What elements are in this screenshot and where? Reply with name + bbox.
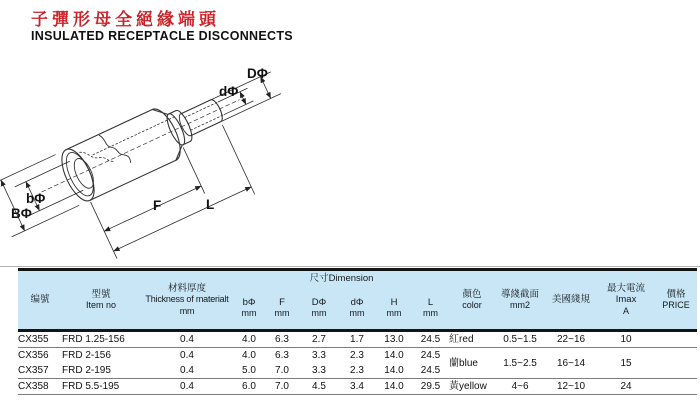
cell-imax: 24: [597, 379, 655, 395]
hidden-inner-contour: [80, 140, 115, 173]
dimension-label-b: bΦ: [26, 191, 46, 206]
cell-price: [655, 331, 697, 348]
col-header-price: 價格 PRICE: [655, 270, 697, 331]
col-header-F: F mm: [264, 287, 300, 331]
cell-item: FRD 2-156: [62, 350, 111, 361]
inner-metal-contour: [99, 128, 131, 170]
cell-awg-merged: 16~14: [545, 348, 597, 379]
spec-table: [18, 268, 697, 395]
cell-imax: 10: [597, 331, 655, 348]
cell-wire: 4~6: [495, 379, 545, 395]
cell-L: 24.5: [420, 350, 441, 361]
cell-d: 2.3: [338, 363, 376, 379]
cell-thickness: 0.4: [140, 363, 234, 379]
cell-b: 4.0: [234, 331, 264, 348]
col-header-color: 顏色 color: [449, 270, 495, 331]
cell-wire: 0.5~1.5: [495, 331, 545, 348]
dimension-label-F: F: [153, 198, 162, 213]
barrel-top-edge: [181, 100, 211, 114]
terminal-drawing: [0, 52, 340, 270]
cell-H: 14.0: [376, 379, 412, 395]
cell-thickness: 0.4: [140, 331, 234, 348]
cell-item: FRD 2-195: [62, 363, 140, 379]
cell-H: 14.0: [376, 363, 412, 379]
col-header-d: dΦ mm: [338, 287, 376, 331]
sleeve-top-edge: [66, 109, 152, 149]
cell-thickness: 0.4: [180, 350, 194, 361]
cell-item: FRD 5.5-195: [62, 379, 140, 395]
cell-color-merged: 蘭blue: [449, 348, 495, 379]
cell-color: 黃yellow: [449, 379, 495, 395]
col-header-b: bΦ mm: [234, 287, 264, 331]
col-header-dimension-group: 尺寸Dimension: [234, 270, 449, 288]
col-header-awg: 美國綫規: [545, 270, 597, 331]
cell-L: 24.5: [412, 363, 449, 379]
col-header-wire-section: 導綫截面 mm2: [495, 270, 545, 331]
cell-awg: 22~16: [545, 331, 597, 348]
cell-d: 2.3: [350, 350, 364, 361]
cell-awg: 12~10: [545, 379, 597, 395]
cell-H: 13.0: [376, 331, 412, 348]
center-line: [42, 100, 240, 192]
dim-d-arrow: [240, 92, 246, 105]
cell-L: 24.5: [412, 331, 449, 348]
col-header-item: 型號 Item no: [62, 270, 140, 331]
sleeve-bottom-edge: [90, 160, 176, 200]
cell-H: 14.0: [384, 350, 404, 361]
cell-item: FRD 1.25-156: [62, 331, 140, 348]
dimension-label-d: dΦ: [219, 84, 239, 99]
cell-D: 3.3: [300, 363, 338, 379]
cell-D: 3.3: [312, 350, 326, 361]
cell-F: 6.3: [275, 350, 289, 361]
cell-price: [655, 379, 697, 395]
col-header-imax: 最大電流Imax A: [597, 270, 655, 331]
product-diagram: [0, 52, 340, 270]
col-header-L: L mm: [412, 287, 449, 331]
page-title: 子彈形母全絕緣端頭: [31, 10, 220, 30]
cell-wire-merged: 1.5~2.5: [495, 348, 545, 379]
cell-code: CX355: [18, 331, 62, 348]
dim-L-arrow: [113, 187, 251, 251]
cell-color: 紅red: [449, 331, 495, 348]
cell-code: CX358: [18, 379, 62, 395]
cell-d: 1.7: [338, 331, 376, 348]
cell-b: 5.0: [234, 363, 264, 379]
table-row: [18, 331, 697, 348]
page-subtitle: INSULATED RECEPTACLE DISCONNECTS: [31, 29, 293, 43]
dimension-label-D: DΦ: [247, 66, 268, 81]
table-row: [18, 379, 697, 395]
horizontal-rule: [0, 266, 700, 267]
cell-price-merged: [655, 348, 697, 379]
col-header-D: DΦ mm: [300, 287, 338, 331]
cell-F: 7.0: [264, 379, 300, 395]
sleeve-mouth-outer: [55, 145, 100, 206]
cell-code: CX357: [18, 363, 62, 379]
cell-F: 6.3: [264, 331, 300, 348]
col-header-H: H mm: [376, 287, 412, 331]
dimension-label-B: BΦ: [11, 206, 32, 221]
dimension-label-L: L: [206, 197, 215, 212]
barrel-bottom-edge: [191, 122, 221, 136]
cell-thickness: 0.4: [140, 379, 234, 395]
cell-code: CX356: [18, 350, 49, 361]
cell-b: 4.0: [242, 350, 256, 361]
col-header-code: 编號: [18, 270, 62, 331]
cell-D: 2.7: [300, 331, 338, 348]
cell-b: 6.0: [234, 379, 264, 395]
cell-imax-merged: 15: [597, 348, 655, 379]
barrel-end: [211, 98, 225, 122]
col-header-thickness: 材料厚度 Thickness of materialt mm: [140, 270, 234, 331]
cell-L: 29.5: [412, 379, 449, 395]
cell-d: 3.4: [338, 379, 376, 395]
cell-F: 7.0: [264, 363, 300, 379]
table-row: [18, 348, 697, 364]
cell-D: 4.5: [300, 379, 338, 395]
